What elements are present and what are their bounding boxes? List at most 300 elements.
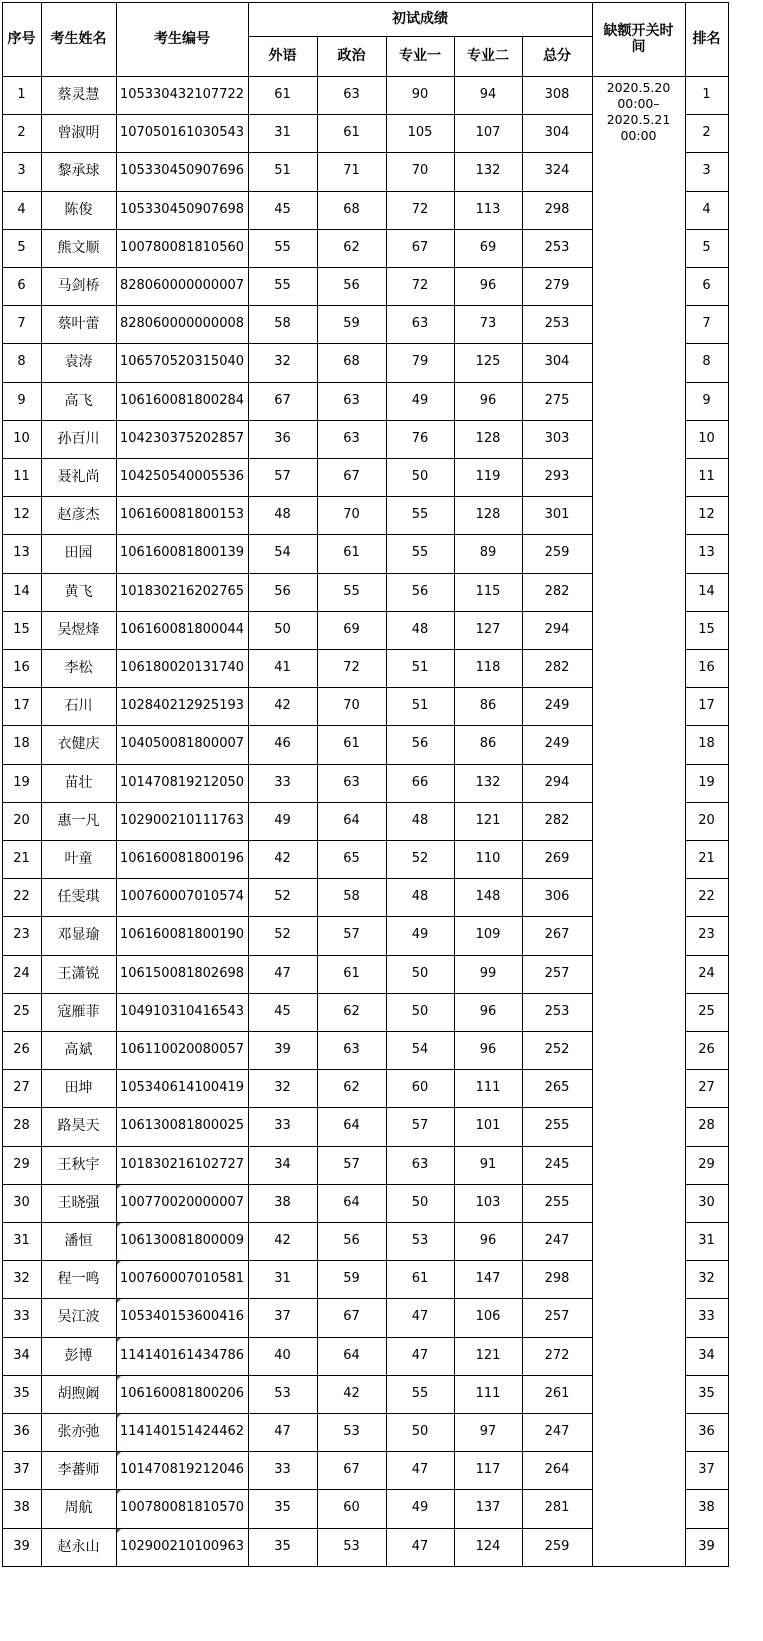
row-name: 孙百川 xyxy=(57,430,100,447)
row-politics: 64 xyxy=(343,1194,360,1210)
row-foreign: 41 xyxy=(274,660,291,676)
row-major1: 55 xyxy=(411,507,429,523)
row-politics: 67 xyxy=(343,1309,360,1325)
row-name: 袁涛 xyxy=(64,354,93,371)
row-major1: 50 xyxy=(411,965,429,981)
row-name: 熊文顺 xyxy=(57,239,100,256)
row-major1: 56 xyxy=(411,736,429,752)
grid-line xyxy=(685,1146,729,1147)
row-major2: 86 xyxy=(479,736,497,752)
row-major2: 99 xyxy=(479,965,497,981)
row-major2: 111 xyxy=(475,1080,501,1096)
row-total: 298 xyxy=(544,201,570,217)
row-id: 102900210100963 xyxy=(116,1528,248,1566)
row-foreign: 42 xyxy=(274,851,291,867)
grid-line xyxy=(685,343,729,344)
row-major2: 128 xyxy=(475,430,501,446)
grid-line xyxy=(2,420,592,421)
row-politics: 72 xyxy=(343,660,360,676)
row-name: 胡煦阚 xyxy=(57,1385,100,1402)
row-foreign: 47 xyxy=(274,1424,291,1440)
row-major1: 53 xyxy=(411,1233,429,1249)
row-total: 294 xyxy=(544,774,570,790)
row-seq: 10 xyxy=(13,430,30,446)
row-major1: 60 xyxy=(411,1080,429,1096)
row-rank: 6 xyxy=(702,278,711,294)
row-total: 304 xyxy=(544,125,570,141)
row-rank: 38 xyxy=(698,1500,715,1516)
row-foreign: 40 xyxy=(274,1347,291,1363)
row-politics: 58 xyxy=(343,889,360,905)
row-rank: 26 xyxy=(698,1042,715,1058)
row-foreign: 35 xyxy=(274,1500,291,1516)
row-politics: 63 xyxy=(343,1042,360,1058)
grid-line xyxy=(685,1260,729,1261)
row-seq: 11 xyxy=(13,469,30,485)
row-id: 106130081800009 xyxy=(116,1222,248,1260)
window-end: 2020.5.21 00:00 xyxy=(606,112,671,143)
row-name: 程一鸣 xyxy=(57,1271,100,1288)
row-seq: 15 xyxy=(13,621,30,637)
grid-line xyxy=(2,955,592,956)
row-politics: 67 xyxy=(343,469,360,485)
row-major1: 50 xyxy=(411,1424,429,1440)
grid-line xyxy=(592,76,685,77)
row-id: 106160081800190 xyxy=(119,927,245,943)
grid-line xyxy=(2,840,592,841)
grid-line xyxy=(2,764,592,765)
row-seq: 12 xyxy=(13,507,30,523)
grid-line xyxy=(2,1489,592,1490)
row-major1: 72 xyxy=(411,278,429,294)
grid-line xyxy=(685,420,729,421)
grid-line xyxy=(685,2,686,1567)
row-major2: 115 xyxy=(475,583,501,599)
grid-line xyxy=(685,725,729,726)
row-id: 106130081800025 xyxy=(119,1118,245,1134)
grid-line xyxy=(685,955,729,956)
grid-line xyxy=(2,2,3,1567)
row-politics: 63 xyxy=(343,430,360,446)
row-rank: 23 xyxy=(698,927,715,943)
grid-line xyxy=(685,1298,729,1299)
row-major1: 49 xyxy=(411,392,429,408)
grid-line xyxy=(685,649,729,650)
row-foreign: 45 xyxy=(274,201,291,217)
row-politics: 70 xyxy=(343,698,360,714)
grid-line xyxy=(685,840,729,841)
header-name: 考生姓名 xyxy=(50,31,107,47)
row-id: 100780081810560 xyxy=(119,239,245,255)
row-major2: 147 xyxy=(475,1271,501,1287)
row-major1: 50 xyxy=(411,1194,429,1210)
row-id: 100780081810570 xyxy=(116,1489,248,1527)
row-id: 828060000000007 xyxy=(119,278,245,294)
row-id: 106160081800284 xyxy=(119,392,245,408)
row-total: 253 xyxy=(544,1003,570,1019)
grid-line xyxy=(685,1031,729,1032)
grid-line xyxy=(2,305,592,306)
grid-line xyxy=(248,36,592,37)
row-major2: 128 xyxy=(475,507,501,523)
row-rank: 5 xyxy=(702,239,711,255)
row-total: 259 xyxy=(544,545,570,561)
row-politics: 69 xyxy=(343,621,360,637)
grid-line xyxy=(2,1107,592,1108)
grid-line xyxy=(2,1413,592,1414)
row-foreign: 34 xyxy=(274,1156,291,1172)
header-politics: 政治 xyxy=(337,48,366,64)
row-seq: 19 xyxy=(13,774,30,790)
grid-line xyxy=(2,1337,592,1338)
grid-line xyxy=(685,993,729,994)
row-id: 100760007010574 xyxy=(119,889,245,905)
grid-line xyxy=(2,496,592,497)
row-major2: 96 xyxy=(479,1003,497,1019)
row-seq: 7 xyxy=(17,316,26,332)
row-name: 周航 xyxy=(64,1500,93,1517)
row-total: 247 xyxy=(544,1233,570,1249)
grid-line xyxy=(685,1413,729,1414)
row-total: 275 xyxy=(544,392,570,408)
row-major2: 107 xyxy=(475,125,501,141)
row-rank: 30 xyxy=(698,1194,715,1210)
row-total: 298 xyxy=(544,1271,570,1287)
row-id: 106160081800139 xyxy=(119,545,245,561)
row-politics: 61 xyxy=(343,965,360,981)
row-foreign: 32 xyxy=(274,354,291,370)
row-rank: 7 xyxy=(702,316,711,332)
row-major2: 119 xyxy=(475,469,501,485)
row-name: 田园 xyxy=(64,545,93,562)
row-rank: 31 xyxy=(698,1233,715,1249)
row-foreign: 61 xyxy=(274,87,291,103)
row-total: 259 xyxy=(544,1538,570,1554)
row-seq: 31 xyxy=(13,1233,30,1249)
row-politics: 63 xyxy=(343,774,360,790)
row-politics: 71 xyxy=(343,163,360,179)
row-rank: 20 xyxy=(698,812,715,828)
window-time-cell xyxy=(592,76,685,1566)
row-politics: 64 xyxy=(343,1347,360,1363)
row-foreign: 37 xyxy=(274,1309,291,1325)
row-seq: 5 xyxy=(17,239,26,255)
row-major1: 47 xyxy=(411,1462,429,1478)
row-major2: 132 xyxy=(475,163,501,179)
row-rank: 9 xyxy=(702,392,711,408)
row-major2: 103 xyxy=(475,1194,501,1210)
row-total: 282 xyxy=(544,812,570,828)
row-foreign: 33 xyxy=(274,1462,291,1478)
row-rank: 35 xyxy=(698,1385,715,1401)
row-id: 114140151424462 xyxy=(116,1413,248,1451)
grid-line xyxy=(685,458,729,459)
row-major2: 89 xyxy=(479,545,497,561)
grid-line xyxy=(2,573,592,574)
grid-line xyxy=(685,1566,729,1567)
row-seq: 28 xyxy=(13,1118,30,1134)
grid-line xyxy=(685,611,729,612)
row-major2: 124 xyxy=(475,1538,501,1554)
row-politics: 53 xyxy=(343,1538,360,1554)
row-foreign: 32 xyxy=(274,1080,291,1096)
row-name: 惠一凡 xyxy=(57,812,100,829)
grid-line xyxy=(685,1451,729,1452)
row-name: 曾淑明 xyxy=(57,125,100,142)
row-foreign: 38 xyxy=(274,1194,291,1210)
row-rank: 27 xyxy=(698,1080,715,1096)
row-major1: 79 xyxy=(411,354,429,370)
row-id: 106150081802698 xyxy=(119,965,245,981)
row-major1: 55 xyxy=(411,545,429,561)
row-seq: 1 xyxy=(17,87,26,103)
header-total: 总分 xyxy=(543,48,571,64)
row-major1: 50 xyxy=(411,1003,429,1019)
row-politics: 60 xyxy=(343,1500,360,1516)
header-prelim-score: 初试成绩 xyxy=(392,11,448,27)
grid-line xyxy=(2,725,592,726)
row-politics: 62 xyxy=(343,239,360,255)
row-total: 269 xyxy=(544,851,570,867)
grid-line xyxy=(2,916,592,917)
row-total: 282 xyxy=(544,583,570,599)
row-rank: 21 xyxy=(698,851,715,867)
row-foreign: 56 xyxy=(274,583,291,599)
row-total: 294 xyxy=(544,621,570,637)
grid-line xyxy=(685,496,729,497)
row-foreign: 49 xyxy=(274,812,291,828)
row-major1: 52 xyxy=(411,851,429,867)
grid-line xyxy=(116,2,117,1567)
row-foreign: 31 xyxy=(274,125,291,141)
row-rank: 10 xyxy=(698,430,715,446)
row-total: 252 xyxy=(544,1042,570,1058)
row-major2: 121 xyxy=(475,812,501,828)
row-total: 245 xyxy=(544,1156,570,1172)
row-politics: 42 xyxy=(343,1385,360,1401)
row-name: 田坤 xyxy=(64,1080,93,1097)
grid-line xyxy=(685,916,729,917)
header-id: 考生编号 xyxy=(154,31,210,47)
row-seq: 16 xyxy=(13,660,30,676)
row-seq: 39 xyxy=(13,1538,30,1554)
row-major2: 121 xyxy=(475,1347,501,1363)
row-name: 赵彦杰 xyxy=(57,507,100,524)
grid-line xyxy=(2,534,592,535)
grid-line xyxy=(2,343,592,344)
row-major2: 137 xyxy=(475,1500,501,1516)
row-major1: 47 xyxy=(411,1538,429,1554)
row-politics: 53 xyxy=(343,1424,360,1440)
row-seq: 22 xyxy=(13,889,30,905)
grid-line xyxy=(2,1375,592,1376)
row-major1: 48 xyxy=(411,889,429,905)
grid-line xyxy=(2,152,592,153)
row-politics: 61 xyxy=(343,736,360,752)
grid-line xyxy=(248,2,249,1567)
row-foreign: 42 xyxy=(274,698,291,714)
row-id: 104910310416543 xyxy=(119,1003,245,1019)
row-politics: 61 xyxy=(343,125,360,141)
row-seq: 33 xyxy=(13,1309,30,1325)
row-seq: 6 xyxy=(17,278,26,294)
row-name: 王晓强 xyxy=(57,1194,100,1211)
row-major1: 49 xyxy=(411,927,429,943)
row-politics: 64 xyxy=(343,812,360,828)
row-major2: 101 xyxy=(475,1118,501,1134)
row-rank: 4 xyxy=(702,201,711,217)
row-seq: 20 xyxy=(13,812,30,828)
grid-line xyxy=(2,1528,592,1529)
grid-line xyxy=(2,191,592,192)
row-politics: 62 xyxy=(343,1003,360,1019)
row-id: 106110020080057 xyxy=(119,1042,245,1058)
row-rank: 16 xyxy=(698,660,715,676)
grid-line xyxy=(2,611,592,612)
row-major2: 110 xyxy=(475,851,501,867)
row-id: 106570520315040 xyxy=(119,354,245,370)
row-rank: 14 xyxy=(698,583,715,599)
row-total: 293 xyxy=(544,469,570,485)
row-seq: 18 xyxy=(13,736,30,752)
row-id: 107050161030543 xyxy=(119,125,245,141)
row-seq: 27 xyxy=(13,1080,30,1096)
row-rank: 13 xyxy=(698,545,715,561)
grid-line xyxy=(685,1528,729,1529)
row-major1: 70 xyxy=(411,163,429,179)
row-rank: 37 xyxy=(698,1462,715,1478)
row-seq: 13 xyxy=(13,545,30,561)
row-name: 王潇锐 xyxy=(57,965,100,982)
row-id: 102900210111763 xyxy=(119,812,245,828)
row-id: 105340153600416 xyxy=(116,1298,248,1336)
row-name: 赵永山 xyxy=(57,1538,100,1555)
row-major1: 55 xyxy=(411,1385,429,1401)
row-politics: 55 xyxy=(343,583,360,599)
row-name: 苗壮 xyxy=(64,774,93,791)
grid-line xyxy=(685,305,729,306)
row-seq: 17 xyxy=(13,698,30,714)
grid-line xyxy=(685,114,729,115)
row-major1: 51 xyxy=(411,660,429,676)
grid-line xyxy=(685,1489,729,1490)
row-rank: 1 xyxy=(702,87,711,103)
row-foreign: 39 xyxy=(274,1042,291,1058)
row-major1: 49 xyxy=(411,1500,429,1516)
row-major1: 72 xyxy=(411,201,429,217)
grid-line xyxy=(2,1298,592,1299)
row-major1: 48 xyxy=(411,621,429,637)
row-foreign: 48 xyxy=(274,507,291,523)
row-name: 潘恒 xyxy=(64,1233,93,1250)
row-rank: 29 xyxy=(698,1156,715,1172)
row-major2: 96 xyxy=(479,278,497,294)
row-name: 黄飞 xyxy=(64,583,93,600)
row-seq: 34 xyxy=(13,1347,30,1363)
grid-line xyxy=(685,267,729,268)
row-seq: 30 xyxy=(13,1194,30,1210)
row-seq: 36 xyxy=(13,1424,30,1440)
row-rank: 17 xyxy=(698,698,715,714)
row-total: 255 xyxy=(544,1118,570,1134)
row-politics: 63 xyxy=(343,392,360,408)
grid-line xyxy=(41,2,42,1567)
grid-line xyxy=(2,1031,592,1032)
row-seq: 21 xyxy=(13,851,30,867)
row-foreign: 47 xyxy=(274,965,291,981)
grid-line xyxy=(2,1260,592,1261)
grid-line xyxy=(2,382,592,383)
row-id: 105340614100419 xyxy=(119,1080,245,1096)
grid-line xyxy=(685,802,729,803)
row-major1: 57 xyxy=(411,1118,429,1134)
row-major1: 63 xyxy=(411,316,429,332)
row-politics: 56 xyxy=(343,1233,360,1249)
grid-line xyxy=(685,76,729,77)
grid-line xyxy=(685,534,729,535)
row-total: 308 xyxy=(544,87,570,103)
grid-line xyxy=(2,229,592,230)
grid-line xyxy=(2,458,592,459)
row-rank: 28 xyxy=(698,1118,715,1134)
row-major2: 117 xyxy=(475,1462,501,1478)
row-name: 吴江波 xyxy=(57,1309,100,1326)
row-seq: 3 xyxy=(17,163,26,179)
grid-line xyxy=(685,382,729,383)
row-id: 101830216202765 xyxy=(119,583,245,599)
row-major1: 47 xyxy=(411,1309,429,1325)
grid-line xyxy=(2,1146,592,1147)
row-major2: 113 xyxy=(475,201,501,217)
row-id: 101470819212050 xyxy=(119,774,245,790)
grid-line xyxy=(685,573,729,574)
row-name: 马剑桥 xyxy=(57,278,100,295)
header-rank: 排名 xyxy=(692,31,721,47)
row-rank: 22 xyxy=(698,889,715,905)
row-major2: 125 xyxy=(475,354,501,370)
row-politics: 59 xyxy=(343,1271,360,1287)
row-foreign: 33 xyxy=(274,1118,291,1134)
row-id: 114140161434786 xyxy=(116,1337,248,1375)
row-id: 102840212925193 xyxy=(119,698,245,714)
row-total: 282 xyxy=(544,660,570,676)
row-foreign: 52 xyxy=(274,927,291,943)
window-start: 2020.5.20 00:00– xyxy=(606,80,671,111)
row-total: 301 xyxy=(544,507,570,523)
row-rank: 8 xyxy=(702,354,711,370)
row-name: 衣健庆 xyxy=(57,736,100,753)
row-id: 106180020131740 xyxy=(119,660,245,676)
row-rank: 25 xyxy=(698,1003,715,1019)
row-seq: 8 xyxy=(17,354,26,370)
row-major2: 127 xyxy=(475,621,501,637)
row-id: 104250540005536 xyxy=(119,469,245,485)
row-id: 828060000000008 xyxy=(119,316,245,332)
row-foreign: 54 xyxy=(274,545,291,561)
row-rank: 19 xyxy=(698,774,715,790)
grid-line xyxy=(685,1375,729,1376)
row-major2: 69 xyxy=(479,239,497,255)
row-major1: 61 xyxy=(411,1271,429,1287)
row-name: 高斌 xyxy=(64,1042,93,1059)
row-name: 李蕃师 xyxy=(57,1462,100,1479)
row-foreign: 31 xyxy=(274,1271,291,1287)
row-major2: 94 xyxy=(479,87,497,103)
row-id: 101830216102727 xyxy=(119,1156,245,1172)
row-major2: 96 xyxy=(479,1042,497,1058)
grid-line xyxy=(2,687,592,688)
header-foreign: 外语 xyxy=(268,48,297,64)
